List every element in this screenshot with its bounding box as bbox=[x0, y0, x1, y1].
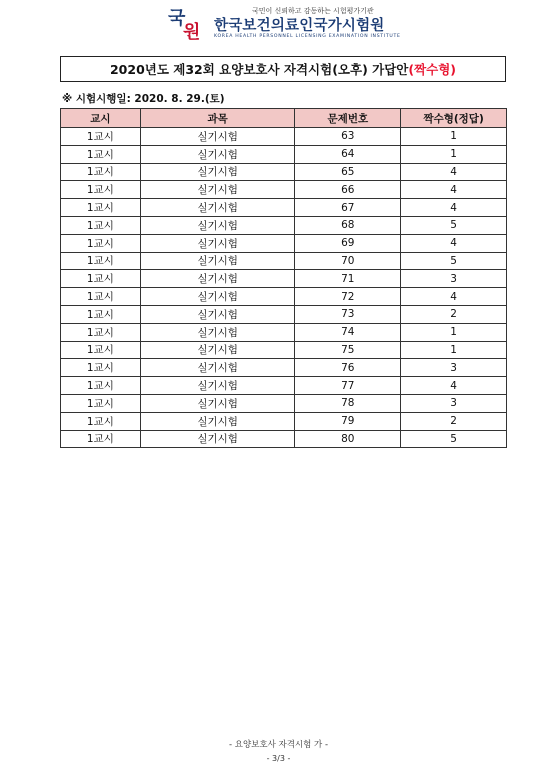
session-cell: 1교시 bbox=[61, 234, 141, 252]
table-row bbox=[61, 270, 507, 288]
subject-cell: 실기시험 bbox=[140, 163, 295, 181]
answer-cell: 3 bbox=[401, 270, 507, 288]
session-cell: 1교시 bbox=[61, 377, 141, 395]
answer-cell: 3 bbox=[401, 394, 507, 412]
answer-cell: 4 bbox=[401, 234, 507, 252]
subject-cell: 실기시험 bbox=[140, 270, 295, 288]
footer-document-name: - 요양보호사 자격시험 가 - bbox=[228, 740, 329, 750]
subject-cell: 실기시험 bbox=[140, 128, 295, 146]
subject-cell: 실기시험 bbox=[140, 199, 295, 217]
institute-slogan: 국민이 신뢰하고 감동하는 시험평가기관 bbox=[252, 7, 374, 15]
footer-page-number: - 3/3 - bbox=[266, 754, 291, 763]
answer-cell: 1 bbox=[401, 323, 507, 341]
institute-name-english: KOREA HEALTH PERSONNEL LICENSING EXAMINATION INSTITUTE bbox=[214, 34, 401, 39]
session-cell: 1교시 bbox=[61, 305, 141, 323]
table-row bbox=[61, 163, 507, 181]
table-row bbox=[61, 305, 507, 323]
answer-cell: 2 bbox=[401, 305, 507, 323]
table-row bbox=[61, 252, 507, 270]
title-accent: (짝수형) bbox=[408, 62, 457, 77]
session-cell: 1교시 bbox=[61, 252, 141, 270]
answer-cell: 1 bbox=[401, 128, 507, 146]
question-number-cell: 66 bbox=[295, 181, 401, 199]
institute-name: 한국보건의료인국가시험원 bbox=[214, 18, 385, 34]
answer-cell: 2 bbox=[401, 412, 507, 430]
table-row bbox=[61, 341, 507, 359]
column-header-answer: 짝수형(정답) bbox=[401, 109, 507, 128]
answer-cell: 5 bbox=[401, 430, 507, 448]
subject-cell: 실기시험 bbox=[140, 359, 295, 377]
answer-cell: 3 bbox=[401, 359, 507, 377]
session-cell: 1교시 bbox=[61, 288, 141, 306]
question-number-cell: 70 bbox=[295, 252, 401, 270]
question-number-cell: 78 bbox=[295, 394, 401, 412]
answer-cell: 5 bbox=[401, 252, 507, 270]
session-cell: 1교시 bbox=[61, 145, 141, 163]
subject-cell: 실기시험 bbox=[140, 181, 295, 199]
subject-cell: 실기시험 bbox=[140, 305, 295, 323]
session-cell: 1교시 bbox=[61, 163, 141, 181]
subject-cell: 실기시험 bbox=[140, 341, 295, 359]
exam-date: ※ 시험시행일: 2020. 8. 29.(토) bbox=[62, 93, 225, 105]
subject-cell: 실기시험 bbox=[140, 288, 295, 306]
table-row bbox=[61, 234, 507, 252]
subject-cell: 실기시험 bbox=[140, 323, 295, 341]
question-number-cell: 75 bbox=[295, 341, 401, 359]
subject-cell: 실기시험 bbox=[140, 394, 295, 412]
subject-cell: 실기시험 bbox=[140, 145, 295, 163]
question-number-cell: 71 bbox=[295, 270, 401, 288]
table-row bbox=[61, 323, 507, 341]
session-cell: 1교시 bbox=[61, 394, 141, 412]
question-number-cell: 76 bbox=[295, 359, 401, 377]
svg-text:국: 국 bbox=[168, 8, 186, 29]
answer-cell: 4 bbox=[401, 163, 507, 181]
question-number-cell: 74 bbox=[295, 323, 401, 341]
subject-cell: 실기시험 bbox=[140, 377, 295, 395]
institute-header bbox=[168, 4, 418, 40]
table-row bbox=[61, 199, 507, 217]
question-number-cell: 72 bbox=[295, 288, 401, 306]
answer-cell: 4 bbox=[401, 199, 507, 217]
answer-table bbox=[60, 108, 507, 448]
table-row bbox=[61, 181, 507, 199]
question-number-cell: 64 bbox=[295, 145, 401, 163]
table-row bbox=[61, 216, 507, 234]
session-cell: 1교시 bbox=[61, 216, 141, 234]
question-number-cell: 63 bbox=[295, 128, 401, 146]
session-cell: 1교시 bbox=[61, 199, 141, 217]
subject-cell: 실기시험 bbox=[140, 252, 295, 270]
answer-cell: 1 bbox=[401, 341, 507, 359]
session-cell: 1교시 bbox=[61, 359, 141, 377]
table-row bbox=[61, 288, 507, 306]
question-number-cell: 69 bbox=[295, 234, 401, 252]
session-cell: 1교시 bbox=[61, 270, 141, 288]
session-cell: 1교시 bbox=[61, 430, 141, 448]
session-cell: 1교시 bbox=[61, 323, 141, 341]
question-number-cell: 65 bbox=[295, 163, 401, 181]
title-main: 2020년도 제32회 요양보호사 자격시험(오후) 가답안 bbox=[109, 62, 409, 77]
question-number-cell: 73 bbox=[295, 305, 401, 323]
answer-cell: 4 bbox=[401, 181, 507, 199]
table-row bbox=[61, 145, 507, 163]
subject-cell: 실기시험 bbox=[140, 216, 295, 234]
question-number-cell: 68 bbox=[295, 216, 401, 234]
session-cell: 1교시 bbox=[61, 412, 141, 430]
answer-cell: 4 bbox=[401, 288, 507, 306]
answer-cell: 4 bbox=[401, 377, 507, 395]
question-number-cell: 79 bbox=[295, 412, 401, 430]
session-cell: 1교시 bbox=[61, 128, 141, 146]
table-row bbox=[61, 412, 507, 430]
session-cell: 1교시 bbox=[61, 341, 141, 359]
subject-cell: 실기시험 bbox=[140, 430, 295, 448]
column-header-question-number: 문제번호 bbox=[295, 109, 401, 128]
subject-cell: 실기시험 bbox=[140, 234, 295, 252]
session-cell: 1교시 bbox=[61, 181, 141, 199]
answer-rows bbox=[61, 128, 507, 448]
table-row bbox=[61, 128, 507, 146]
question-number-cell: 67 bbox=[295, 199, 401, 217]
table-row bbox=[61, 359, 507, 377]
question-number-cell: 80 bbox=[295, 430, 401, 448]
subject-cell: 실기시험 bbox=[140, 412, 295, 430]
column-header-session: 교시 bbox=[61, 109, 141, 128]
table-row bbox=[61, 394, 507, 412]
svg-text:원: 원 bbox=[183, 22, 201, 40]
table-row bbox=[61, 430, 507, 448]
answer-cell: 5 bbox=[401, 216, 507, 234]
table-row bbox=[61, 377, 507, 395]
institute-logo bbox=[168, 4, 214, 40]
question-number-cell: 77 bbox=[295, 377, 401, 395]
table-header-row bbox=[61, 109, 507, 128]
document-title bbox=[60, 56, 506, 82]
column-header-subject: 과목 bbox=[140, 109, 295, 128]
answer-cell: 1 bbox=[401, 145, 507, 163]
